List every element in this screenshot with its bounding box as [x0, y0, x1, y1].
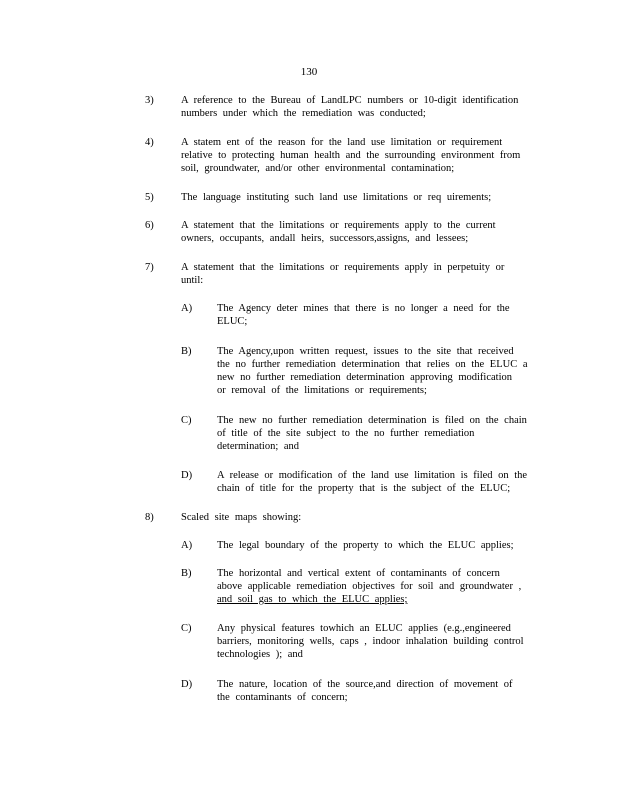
text-line: numbers under which the remediation was conducted; — [181, 108, 426, 119]
item-text — [181, 511, 541, 524]
text-line: technologies ); and — [217, 649, 303, 660]
text-line: The Agency,upon written request, issues to the site that received — [217, 346, 514, 357]
text-line: The nature, location of the source,and direction of movement of — [217, 679, 513, 690]
subitem-label: D) — [181, 470, 193, 481]
text-line: A statem ent of the reason for the land use limitation or requirement — [181, 137, 503, 148]
text-line: relative to protecting human health and the surrounding environment from — [181, 150, 521, 161]
subitem-label: B) — [181, 568, 192, 579]
subitem-text — [217, 345, 543, 397]
subitem-text — [217, 678, 543, 704]
item-text — [181, 219, 541, 245]
text-line: A release or modification of the land use limitation is filed on the — [217, 470, 528, 481]
subitem-label: A) — [181, 540, 193, 551]
text-line: the no further remediation determination that relies on the ELUC a — [217, 359, 528, 370]
text-line: or removal of the limitations or requirements; — [217, 385, 427, 396]
text-line: chain of title for the property that is the subject of the ELUC; — [217, 483, 511, 494]
text-line: A statement that the limitations or requirements apply to the current — [181, 220, 496, 231]
text-line: owners, occupants, andall heirs, successors,assigns, and lessees; — [181, 233, 469, 244]
text-line: barriers, monitoring wells, caps , indoor inhalation building control — [217, 636, 524, 647]
text-line: Scaled site maps showing: — [181, 512, 302, 523]
text-line: until: — [181, 275, 204, 286]
text-line: above applicable remediation objectives for soil and groundwater , — [217, 581, 522, 592]
text-line: and soil gas to which the ELUC applies; — [217, 594, 408, 605]
text-line: soil, groundwater, and/or other environmental contamination; — [181, 163, 455, 174]
item-label: 7) — [145, 262, 154, 273]
item-text — [181, 94, 541, 120]
item-label: 4) — [145, 137, 154, 148]
text-line: Any physical features towhich an ELUC applies (e.g.,engineered — [217, 623, 511, 634]
subitem-text — [217, 539, 543, 552]
text-line: The language instituting such land use limitations or req uirements; — [181, 192, 492, 203]
text-line: The new no further remediation determination is filed on the chain — [217, 415, 527, 426]
page-number: 130 — [300, 66, 318, 78]
text-line: ELUC; — [217, 316, 248, 327]
subitem-text — [217, 567, 543, 606]
subitem-text — [217, 622, 543, 661]
text-line: The horizontal and vertical extent of contaminants of concern — [217, 568, 500, 579]
subitem-label: A) — [181, 303, 193, 314]
subitem-label: C) — [181, 415, 192, 426]
subitem-text — [217, 469, 543, 495]
subitem-text — [217, 302, 543, 328]
text-line: The Agency deter mines that there is no longer a need for the — [217, 303, 510, 314]
subitem-text — [217, 414, 543, 453]
item-label: 3) — [145, 95, 154, 106]
item-text — [181, 191, 541, 204]
item-text — [181, 261, 541, 287]
text-line: A statement that the limitations or requirements apply in perpetuity or — [181, 262, 505, 273]
text-line: of title of the site subject to the no further remediation — [217, 428, 475, 439]
text-line: A reference to the Bureau of LandLPC numbers or 10-digit identification — [181, 95, 519, 106]
subitem-label: B) — [181, 346, 192, 357]
text-line: The legal boundary of the property to which the ELUC applies; — [217, 540, 514, 551]
item-text — [181, 136, 541, 175]
text-line: the contaminants of concern; — [217, 692, 348, 703]
subitem-label: D) — [181, 679, 193, 690]
text-line: new no further remediation determination approving modification — [217, 372, 512, 383]
text-line: determination; and — [217, 441, 300, 452]
item-label: 6) — [145, 220, 154, 231]
item-label: 5) — [145, 192, 154, 203]
subitem-label: C) — [181, 623, 192, 634]
item-label: 8) — [145, 512, 154, 523]
